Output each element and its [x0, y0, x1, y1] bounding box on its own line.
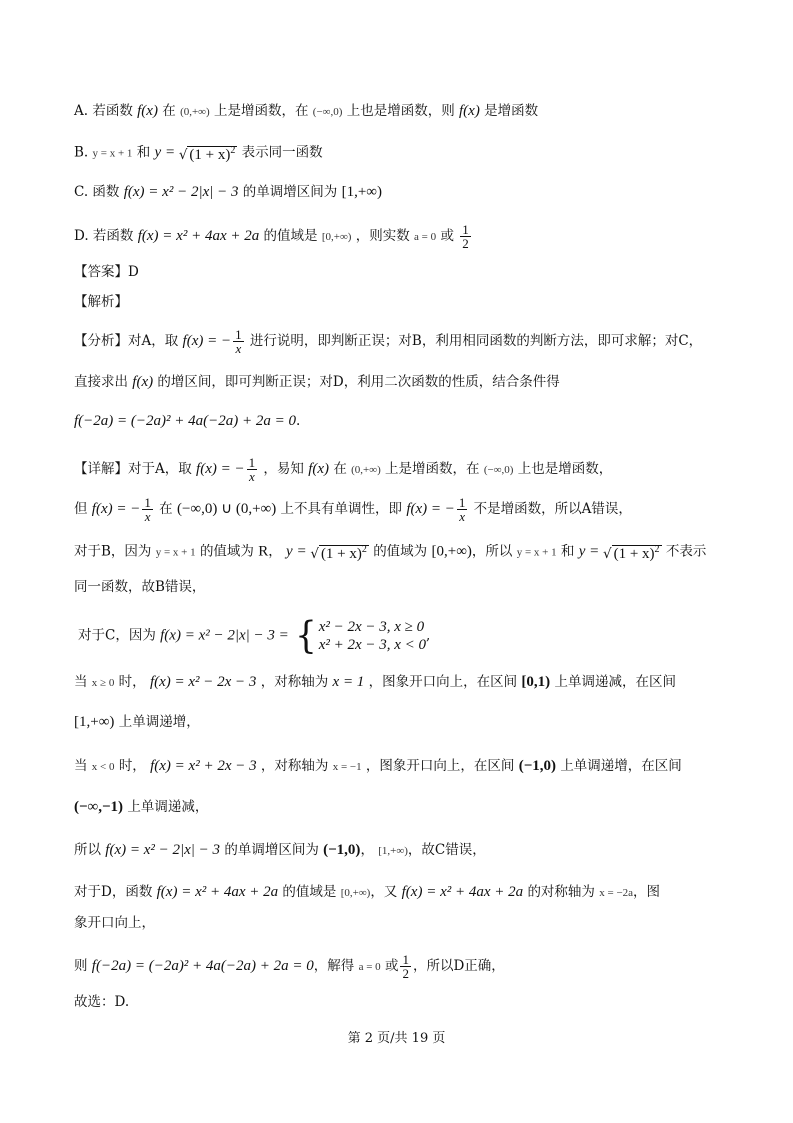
option-a: A. 若函数 f(x) 在 (0,+∞) 上是增函数，在 (−∞,0) 上也是增函数，则 f(x) 是增函数: [74, 103, 539, 119]
fraction-one-over-x: $\frac{1}{x}$: [144, 495, 151, 524]
part-b-line-1: 对于B，因为 y = x + 1 的值域为 R， y = √ $(1 + x)^2$ 的值域为 [0,+∞)，所以 y = x + 1 和 y = √ $(1 + x)^2$ 不表示: [74, 540, 706, 564]
sqrt-expression: √ $(1 + x)^2$: [178, 145, 236, 163]
analysis-line-3: f(−2a) = (−2a)² + 4a(−2a) + 2a = 0.: [74, 413, 301, 429]
part-c-case-2-line-1: 当 x < 0 时， f(x) = x² + 2x − 3 ，对称轴为 x = −1 ，图象开口向上，在区间 (−1,0) 上单调递增，在区间: [74, 758, 682, 774]
part-c-case-1-line-2: [1,+∞) 上单调递增，: [74, 714, 200, 730]
fraction-half: $\frac{1}{2}$: [462, 222, 469, 251]
analysis-line-2: 直接求出 f(x) 的增区间，即可判断正误；对D，利用二次函数的性质，结合条件得: [74, 374, 560, 390]
fraction-one-over-x: $\frac{1}{x}$: [248, 455, 256, 484]
part-d-line-3: 则 f(−2a) = (−2a)² + 4a(−2a) + 2a = 0，解得 a = 0 或 $\frac{1}{2}$ ，所以D正确，: [74, 952, 505, 981]
fraction-one-over-x: $\frac{1}{x}$: [458, 495, 466, 524]
answer-label: 【答案】D: [74, 264, 139, 280]
detail-line-2: 但 f(x) = − $\frac{1}{x}$ 在 (−∞,0) ∪ (0,+∞) 上不具有单调性，即 f(x) = − $\frac{1}{x}$ 不是增函数，所以A错误，: [74, 495, 632, 524]
analysis-heading: 【解析】: [74, 294, 128, 310]
page-footer: 第 2 页/共 19 页: [347, 1031, 446, 1046]
part-d-line-1: 对于D，函数 f(x) = x² + 4ax + 2a 的值域是 [0,+∞)，又 f(x) = x² + 4ax + 2a 的对称轴为 x = −2a，图: [74, 884, 661, 900]
part-b-line-2: 同一函数，故B错误，: [74, 579, 206, 595]
piecewise-cases: x² − 2x − 3, x ≥ 0 x² + 2x − 3, x < 0: [318, 619, 427, 653]
part-c-case-1-line-1: 当 x ≥ 0 时， f(x) = x² − 2x − 3 ，对称轴为 x = 1 ，图象开口向上，在区间 [0,1) 上单调递减，在区间: [74, 674, 676, 690]
part-c-conclusion: 所以 f(x) = x² − 2|x| − 3 的单调增区间为 (−1,0)， [1,+∞)，故C错误，: [74, 842, 486, 858]
analysis-line-1: 【分析】对A，取 f(x) = − $\frac{1}{x}$ 进行说明，即判断正误；对B，利用相同函数的判断方法，即可求解；对C，: [74, 327, 703, 356]
part-c-piecewise: 对于C，因为 f(x) = x² − 2|x| − 3 = { x² − 2x − 3, x ≥ 0 x² + 2x − 3, x < 0 ,: [78, 614, 431, 658]
left-brace: {: [295, 614, 317, 658]
sqrt-expression: √ $(1 + x)^2$: [602, 544, 660, 562]
fraction-half: $\frac{1}{2}$: [402, 952, 409, 981]
part-c-case-2-line-2: (−∞,−1) 上单调递减，: [74, 799, 209, 815]
final-answer: 故选：D.: [74, 994, 130, 1010]
sqrt-expression: √ $(1 + x)^2$: [310, 544, 367, 562]
option-b: B. y = x + 1 和 y = √ $(1 + x)^2$ 表示同一函数: [74, 141, 323, 165]
part-d-line-2: 象开口向上，: [74, 915, 155, 931]
fraction-one-over-x: $\frac{1}{x}$: [235, 327, 242, 356]
option-d: D. 若函数 f(x) = x² + 4ax + 2a 的值域是 [0,+∞) ，则实数 a = 0 或 $\frac{1}{2}$: [74, 222, 469, 251]
detail-line-1: 【详解】对于A，取 f(x) = − $\frac{1}{x}$ ，易知 f(x) 在 (0,+∞) 上是增函数，在 (−∞,0) 上也是增函数，: [74, 455, 613, 484]
option-c: C. 函数 f(x) = x² − 2|x| − 3 的单调增区间为 [1,+∞): [74, 184, 382, 200]
